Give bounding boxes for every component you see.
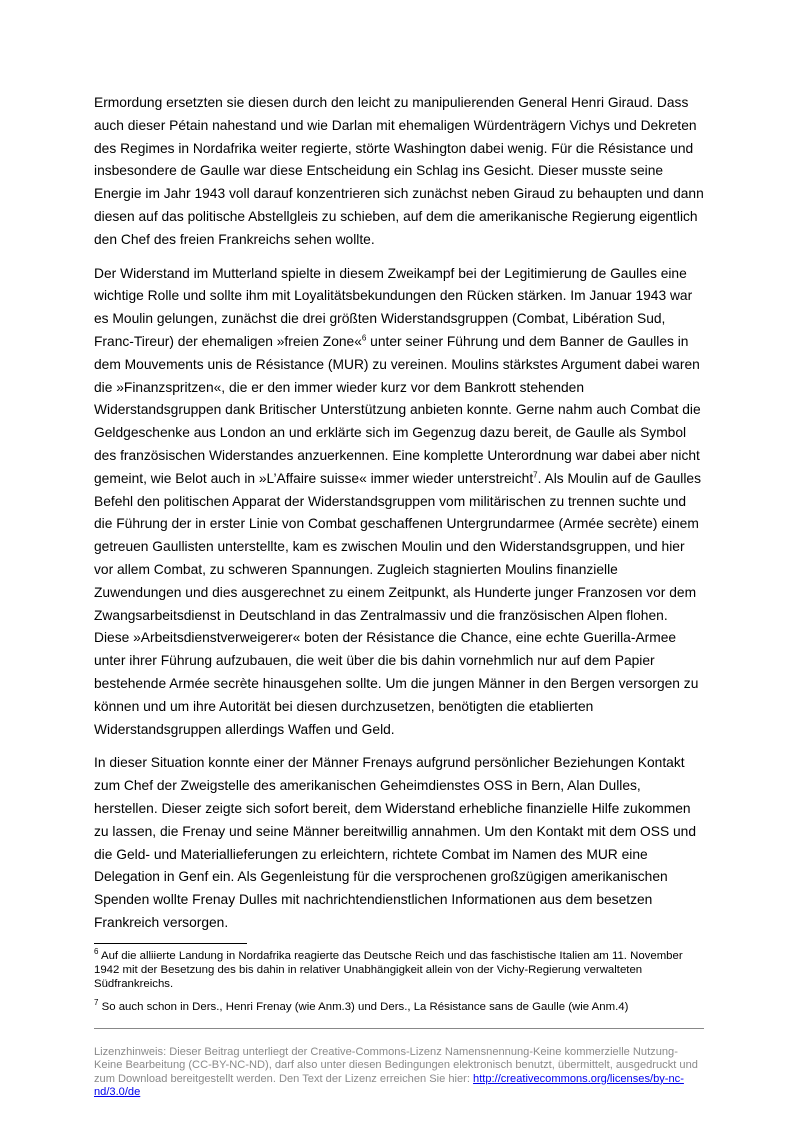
footnote-ref-7[interactable]: 7 [533,470,538,480]
license-notice [94,1046,706,1100]
footnote-separator [94,943,247,944]
footnote-number: 7 [94,998,99,1008]
paragraph-2-part-3: . Als Moulin auf de Gaulles Befehl den politischen Apparat der Widerstandsgruppen vom militärischen zu trennen suchte und die Führung der in erster Linie von Combat geschaffenen Untergrundarmee (Armée secrète) einem getreuen Gaullisten unterstellte, kam es zwischen Moulin und den Widerstandsgruppen, und hier vor allem Combat, zu schweren Spannungen. Zugleich stagnierten Moulins finanzielle Zuwendungen und dies ausgerechnet zu einem Zeitpunkt, als Hunderte junger Franzosen vor dem Zwangsarbeitsdienst in Deutschland in das Zentralmassiv und die französischen Alpen flohen. Diese »Arbeitsdienstverweigerer« boten der Résistance die Chance, eine echte Guerilla-Armee unter ihrer Führung aufzubauen, die weit über die bis dahin vornehmlich nur auf dem Papier bestehende Armée secrète hinausgehen sollte. Um die jungen Männer in den Bergen versorgen zu können und um ihre Autorität bei diesen durchzusetzen, benötigten die etablierten Widerstandsgruppen allerdings Waffen und Geld. [94,470,701,737]
footnote-text: So auch schon in Ders., Henri Frenay (wie Anm.3) und Ders., La Résistance sans de Gaulle (wie Anm.4) [98,1001,629,1014]
footnote-7 [94,998,706,1015]
license-text: Lizenzhinweis: Dieser Beitrag unterliegt der Creative-Commons-Lizenz Namensnennung-Keine kommerzielle Nutzung-Keine Bearbeitung (CC-BY-NC-ND), darf also unter diesen Bedingungen elektronisch benutzt, übermittelt, ausgedruckt und zum Download bereitgestellt werden. Den Text der Lizenz erreichen Sie hier: [94,1046,698,1085]
license-separator [94,1028,704,1029]
paragraph-2-part-1: Der Widerstand im Mutterland spielte in diesem Zweikampf bei der Legitimierung de Gaulles eine wichtige Rolle und sollte ihm mit Loyalitätsbekundungen den Rücken stärken. Im Januar 1943 war es Moulin gelungen, zunächst die drei größten Widerstandsgruppen (Combat, Libération Sud, Franc-Tireur) der ehemaligen »freien Zone« [94,265,693,349]
body-text [94,92,706,946]
footnote-number: 6 [94,947,99,957]
paragraph-1: Ermordung ersetzten sie diesen durch den leicht zu manipulierenden General Henri Giraud. Dass auch dieser Pétain nahestand und wie Darlan mit ehemaligen Würdenträgern Vichys und Dekreten des Regimes in Nordafrika weiter regierte, störte Washington dabei wenig. Für die Résistance und insbesondere de Gaulle war diese Entscheidung ein Schlag ins Gesicht. Dieser musste seine Energie im Jahr 1943 voll darauf konzentrieren sich zunächst neben Giraud zu behaupten und dann diesen auf das politische Abstellgleis zu schieben, auf dem die amerikanische Regierung eigentlich den Chef des freien Frankreichs sehen wollte. [94,95,704,247]
footnote-text: Auf die alliierte Landung in Nordafrika reagierte das Deutsche Reich und das faschistische Italien am 11. November 1942 mit der Besetzung des bis dahin in relativer Unabhängigkeit allein von der Vichy-Regierung verwalteten Südfrankreichs. [94,950,683,990]
paragraph-2 [94,263,706,742]
paragraph-2-part-2: unter seiner Führung und dem Banner de Gaulles in dem Mouvements unis de Résistance (MUR) zu vereinen. Moulins stärkstes Argument dabei waren die »Finanzspritzen«, die er den immer wieder kurz vor dem Bankrott stehenden Widerstandsgruppen dank Britischer Unterstützung anbieten konnte. Gerne nahm auch Combat die Geldgeschenke aus London an und erklärte sich im Gegenzug dazu bereit, de Gaulle als Symbol des französischen Widerstandes anzuerkennen. Eine komplette Unterordnung war dabei aber nicht gemeint, wie Belot auch in »L’Affaire suisse« immer wieder unterstreicht [94,333,701,486]
footnotes [94,947,706,1025]
footnote-ref-6[interactable]: 6 [361,333,367,343]
paragraph-3: In dieser Situation konnte einer der Männer Frenays aufgrund persönlicher Beziehungen Kontakt zum Chef der Zweigstelle des amerikanischen Geheimdienstes OSS in Bern, Alan Dulles, herstellen. Dieser zeigte sich sofort bereit, dem Widerstand erhebliche finanzielle Hilfe zukommen zu lassen, die Frenay und seine Männer bereitwillig annahmen. Um den Kontakt mit dem OSS und die Geld- und Materiallieferungen zu erleichtern, richtete Combat im Namen des MUR eine Delegation in Genf ein. Als Gegenleistung für die versprochenen großzügigen amerikanischen Spenden wollte Frenay Dulles mit nachrichtendienstlichen Informationen aus dem besetzen Frankreich versorgen. [94,755,697,930]
license-link[interactable]: http://creativecommons.org/licenses/by-nc-nd/3.0/de [94,1072,684,1099]
footnote-6 [94,947,706,991]
